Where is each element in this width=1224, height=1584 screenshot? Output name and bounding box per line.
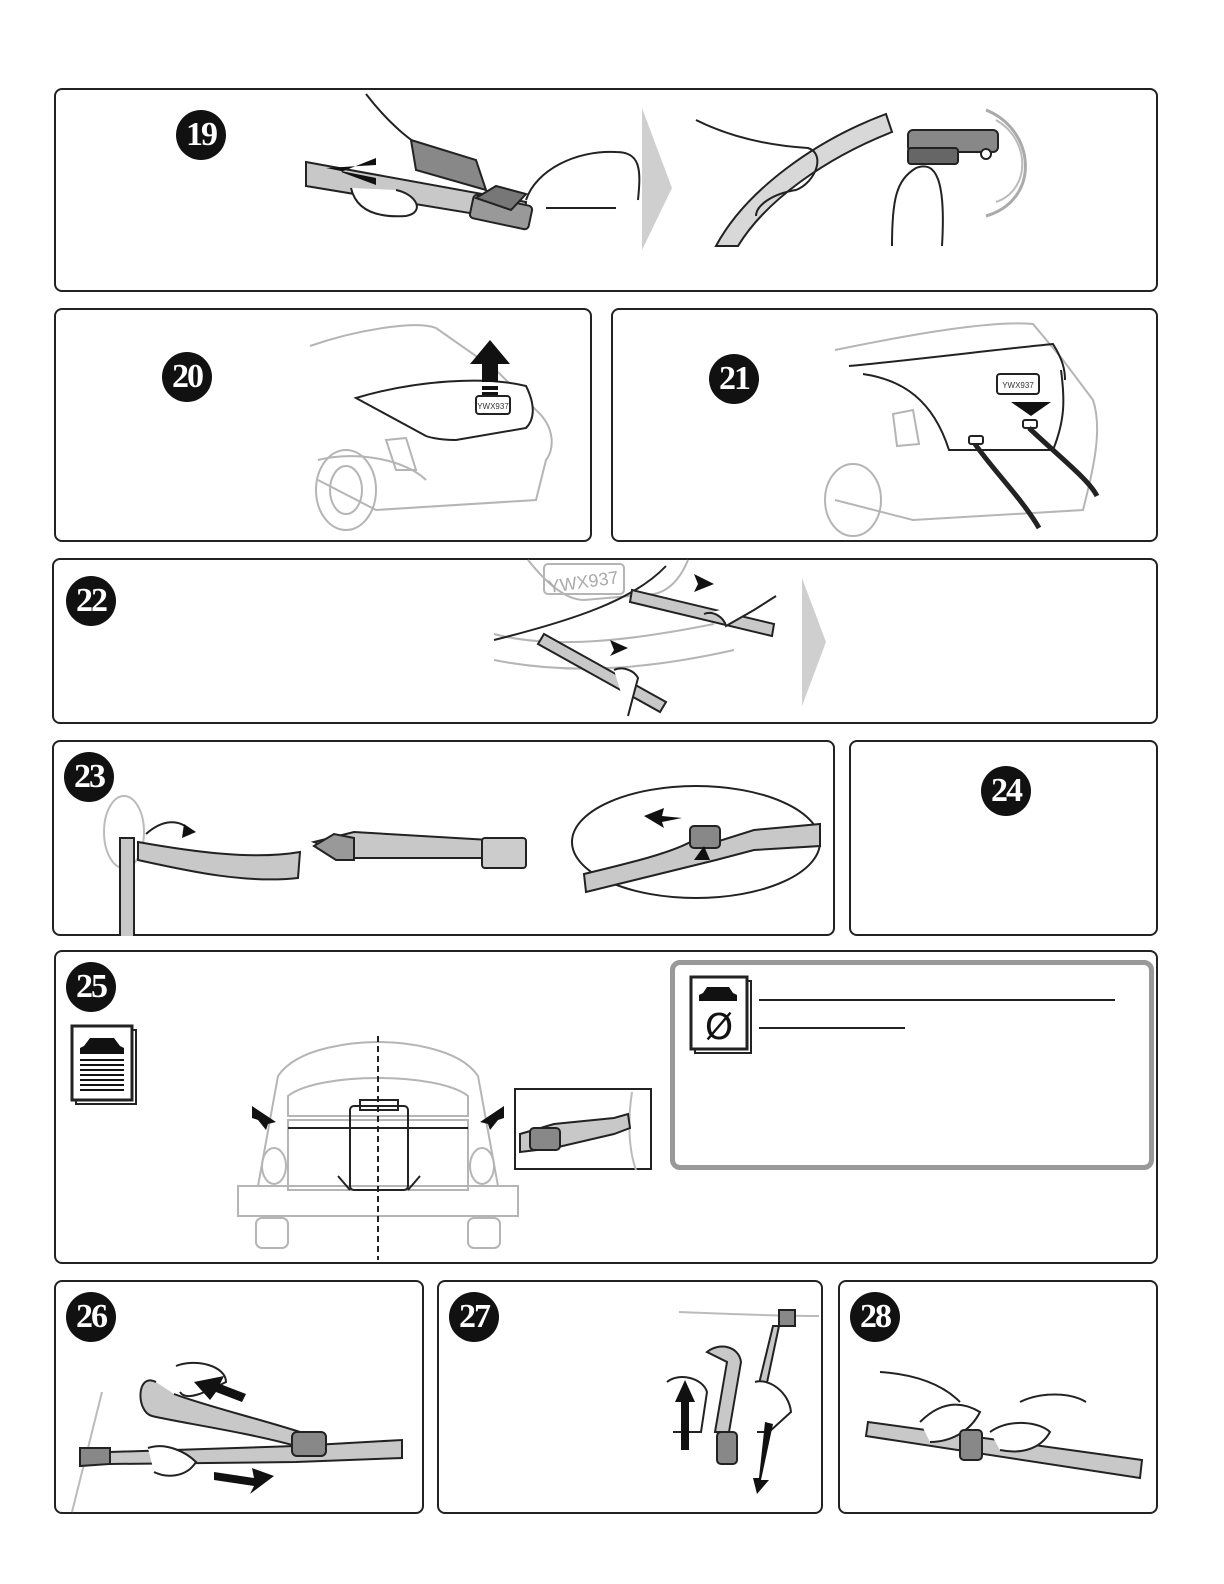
step-25-panel	[54, 950, 1158, 1264]
license-plate-text: YWX937	[477, 402, 509, 411]
step-26-panel	[54, 1280, 424, 1514]
step-27-panel	[437, 1280, 823, 1514]
warning-symbol: Ø	[704, 1007, 734, 1048]
pull-straps-illustration	[54, 560, 1160, 726]
step-number-badge: 20	[162, 352, 212, 402]
strap-and-buckle-illustration	[54, 742, 837, 938]
step-22-panel	[52, 558, 1158, 724]
buckle-detail-inset	[514, 1088, 654, 1172]
warning-line-long	[759, 999, 1115, 1001]
step-23-panel	[52, 740, 835, 936]
hooks-under-trunk-illustration	[613, 310, 1160, 544]
step-number-badge: 23	[64, 752, 114, 802]
step-number-badge: 25	[66, 962, 116, 1012]
license-plate-text: YWX937	[1002, 381, 1034, 390]
step-21-panel	[611, 308, 1158, 542]
step-number-badge: 21	[709, 354, 759, 404]
step-number-badge: 28	[850, 1292, 900, 1342]
step-number-badge: 27	[449, 1292, 499, 1342]
step-19-panel	[54, 88, 1158, 292]
warning-line-short	[759, 1027, 905, 1029]
owners-manual-icon	[72, 1026, 138, 1106]
strap-through-buckle-illustration	[56, 90, 1160, 294]
license-plate-text: YWX937	[546, 567, 620, 597]
step-number-badge: 26	[66, 1292, 116, 1342]
car-rear-centered-rack-illustration	[238, 1036, 518, 1262]
open-trunk-illustration	[56, 310, 594, 544]
step-number-badge: 24	[981, 766, 1031, 816]
step-28-panel	[838, 1280, 1158, 1514]
step-20-panel	[54, 308, 592, 542]
step-24-panel	[849, 740, 1158, 936]
tighten-strap-illustration	[56, 1282, 426, 1516]
step-number-badge: 19	[176, 110, 226, 160]
no-car-warning-icon	[691, 977, 753, 1055]
step-number-badge: 22	[66, 576, 116, 626]
secure-loose-strap-illustration	[840, 1282, 1160, 1516]
pull-strap-down-illustration	[439, 1282, 825, 1516]
warning-box	[670, 960, 1154, 1170]
